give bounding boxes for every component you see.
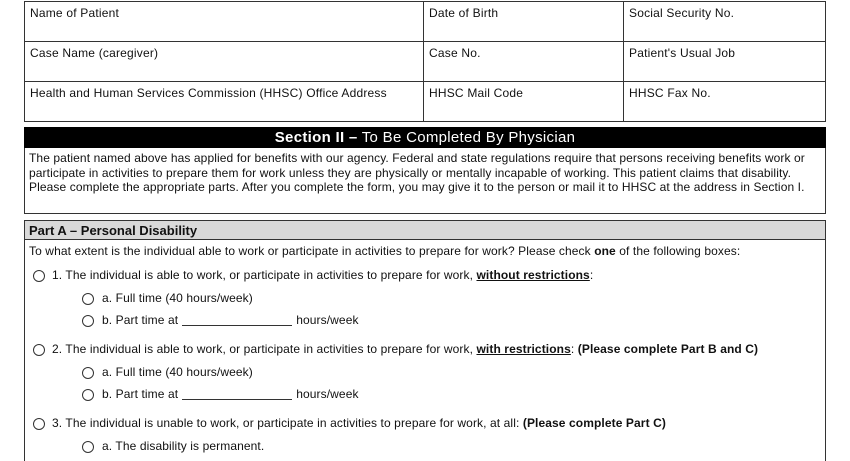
name-of-patient-label: Name of Patient (30, 6, 120, 20)
opt2b-label: b. Part time at (102, 387, 179, 401)
question-post: of the following boxes: (615, 244, 741, 258)
part-a-question (29, 244, 740, 258)
social-security-label: Social Security No. (629, 6, 735, 20)
section-2-title-rest: To Be Completed By Physician (357, 129, 576, 146)
case-name-label: Case Name (caregiver) (30, 46, 159, 60)
opt1b-hours-input[interactable] (182, 314, 292, 326)
option-3a-radio[interactable] (82, 441, 94, 453)
social-security-field[interactable] (623, 2, 825, 41)
opt2-mid: : (570, 342, 578, 356)
date-of-birth-field[interactable] (423, 2, 623, 41)
opt2b-unit: hours/week (296, 387, 359, 401)
hhsc-office-address-label: Health and Human Services Commission (HHSC) Office Address (30, 86, 387, 100)
hhsc-fax-label: HHSC Fax No. (629, 86, 711, 100)
option-1b-text (102, 313, 359, 327)
option-1a-radio[interactable] (82, 293, 94, 305)
option-3-text (52, 416, 666, 430)
question-bold: one (594, 244, 616, 258)
part-a-title: Part A – Personal Disability (24, 220, 826, 240)
case-no-field[interactable] (423, 42, 623, 81)
question-pre: To what extent is the individual able to work or participate in activities to prepare for work? Please check (29, 244, 595, 258)
patient-info-grid (24, 1, 826, 122)
opt2-note: (Please complete Part B and C) (577, 342, 759, 356)
hhsc-mail-code-field[interactable] (423, 82, 623, 121)
hhsc-fax-field[interactable] (623, 82, 825, 121)
option-1-text (52, 268, 593, 282)
opt2b-hours-input[interactable] (182, 388, 292, 400)
section-2-intro: The patient named above has applied for benefits with our agency. Federal and state regulations require that persons receiving benefits work or participate in activities to prepare them for work unless they are physically or mentally incapable of working. This patient claims that disability. Please complete the appropriate parts. After you complete the form, you may give it to the person or mail it to HHSC at the address in Section I. (24, 148, 826, 214)
opt1b-label: b. Part time at (102, 313, 179, 327)
hhsc-mail-code-label: HHSC Mail Code (429, 86, 524, 100)
case-no-label: Case No. (429, 46, 481, 60)
option-3a-text: a. The disability is permanent. (102, 439, 265, 453)
opt1-post: : (589, 268, 594, 282)
option-2a-text: a. Full time (40 hours/week) (102, 365, 253, 379)
option-3-radio[interactable] (33, 418, 45, 430)
opt2-bold: with restrictions (476, 342, 571, 356)
section-2-title-bold: Section II – (274, 129, 358, 146)
opt1-bold: without restrictions (476, 268, 590, 282)
part-a-body (24, 240, 826, 461)
opt3-pre: 3. The individual is unable to work, or participate in activities to prepare for work, at all: (52, 416, 523, 430)
option-1a-text: a. Full time (40 hours/week) (102, 291, 253, 305)
opt1-pre: 1. The individual is able to work, or participate in activities to prepare for work, (52, 268, 477, 282)
option-2-text (52, 342, 758, 356)
usual-job-field[interactable] (623, 42, 825, 81)
option-1b-radio[interactable] (82, 315, 94, 327)
grid-row-2 (25, 42, 825, 82)
opt2-pre: 2. The individual is able to work, or participate in activities to prepare for work, (52, 342, 477, 356)
opt1b-unit: hours/week (296, 313, 359, 327)
date-of-birth-label: Date of Birth (429, 6, 499, 20)
case-name-field[interactable] (25, 42, 423, 81)
usual-job-label: Patient's Usual Job (629, 46, 736, 60)
grid-row-1 (25, 2, 825, 42)
opt3-note: (Please complete Part C) (522, 416, 666, 430)
option-2b-text (102, 387, 359, 401)
hhsc-office-address-field[interactable] (25, 82, 423, 121)
option-2-radio[interactable] (33, 344, 45, 356)
option-2a-radio[interactable] (82, 367, 94, 379)
option-1-radio[interactable] (33, 270, 45, 282)
name-of-patient-field[interactable] (25, 2, 423, 41)
grid-row-3 (25, 82, 825, 122)
option-2b-radio[interactable] (82, 389, 94, 401)
section-2-header (24, 127, 826, 148)
